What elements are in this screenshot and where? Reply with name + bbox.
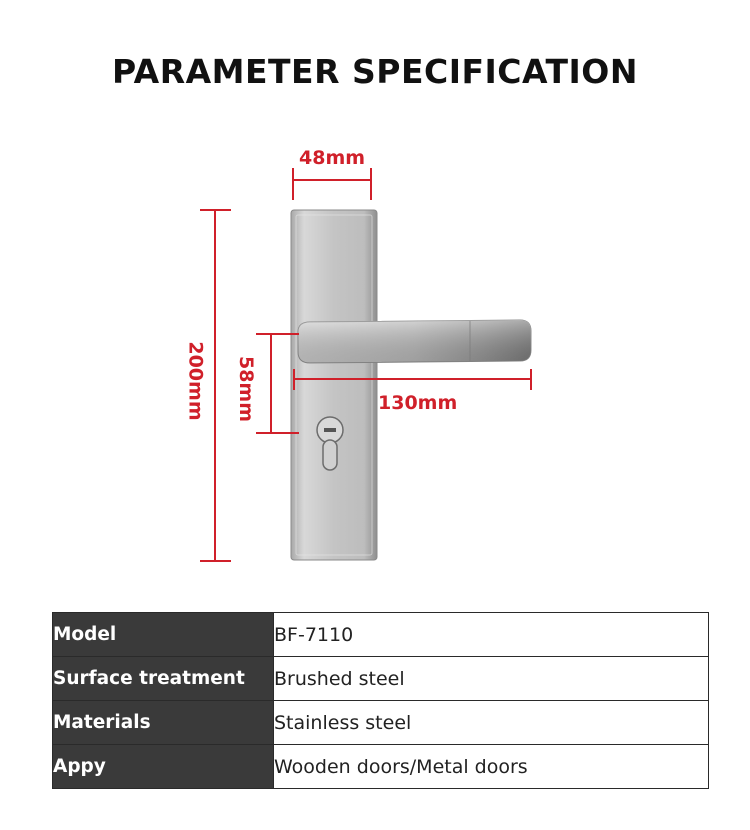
spec-key: Materials — [53, 701, 274, 745]
spec-key: Surface treatment — [53, 657, 274, 701]
spec-key: Model — [53, 613, 274, 657]
spec-table — [52, 612, 709, 789]
table-row — [53, 657, 709, 701]
backplate — [291, 210, 377, 560]
table-row — [53, 701, 709, 745]
dimension-width-label: 48mm — [299, 147, 366, 169]
spec-value: BF-7110 — [274, 613, 709, 657]
lever-handle — [298, 320, 531, 363]
table-row — [53, 745, 709, 789]
dimension-handle-length-label: 130mm — [378, 392, 458, 414]
spec-key: Appy — [53, 745, 274, 789]
table-row — [53, 613, 709, 657]
spec-value: Stainless steel — [274, 701, 709, 745]
dimension-handle-height-label: 58mm — [235, 355, 258, 423]
dimension-total-height-label: 200mm — [184, 341, 207, 421]
page-title: PARAMETER SPECIFICATION — [112, 52, 638, 91]
spec-value: Brushed steel — [274, 657, 709, 701]
spec-value: Wooden doors/Metal doors — [274, 745, 709, 789]
